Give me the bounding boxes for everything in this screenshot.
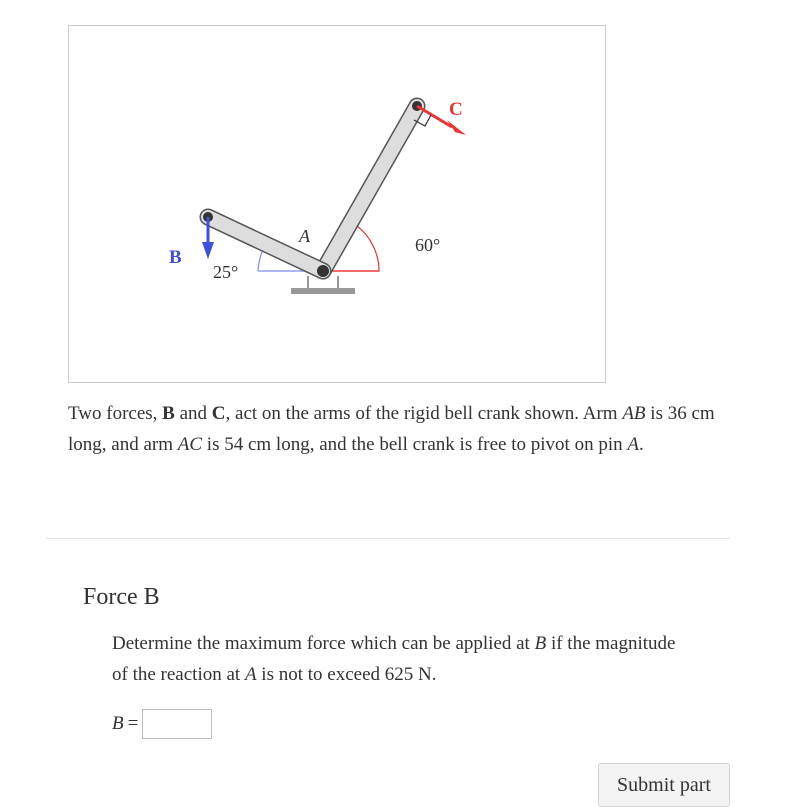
problem-statement: Two forces, B and C, act on the arms of the rigid bell crank shown. Arm AB is 36 cm long, and arm AC is 54 cm long, and the bell crank is free to pivot on pin A. (68, 403, 715, 455)
arm-ab-name: AB (622, 403, 646, 424)
angle-arc-b (258, 252, 262, 271)
submit-part-button[interactable]: Submit part (598, 763, 730, 807)
part-title: Force B (83, 584, 160, 610)
label-a: A (299, 226, 310, 246)
answer-label: B (112, 713, 124, 734)
answer-equals: = (127, 713, 139, 734)
pin-support-base (291, 288, 355, 294)
force-b-name: B (162, 403, 175, 424)
figure-panel (68, 25, 606, 383)
arm-ac-fill (323, 106, 417, 271)
answer-input-b[interactable] (142, 709, 212, 739)
force-c-name: C (211, 403, 226, 424)
pin-a (317, 265, 329, 277)
arm-ac-name: AC (177, 434, 203, 455)
angle-label-c: 60° (415, 235, 441, 255)
section-divider (46, 538, 730, 539)
answer-row (112, 707, 212, 741)
force-c-arrowhead (447, 120, 466, 135)
force-b-arrowhead (202, 242, 214, 259)
part-prompt: Determine the maximum force which can be applied at B if the magnitude of the reaction at A is not to exceed 625 N. (112, 633, 676, 685)
pin-a-name: A (627, 434, 639, 455)
label-b: B (169, 247, 182, 268)
label-c: C (449, 99, 463, 120)
angle-label-b: 25° (213, 262, 239, 282)
bell-crank-diagram (69, 26, 607, 384)
